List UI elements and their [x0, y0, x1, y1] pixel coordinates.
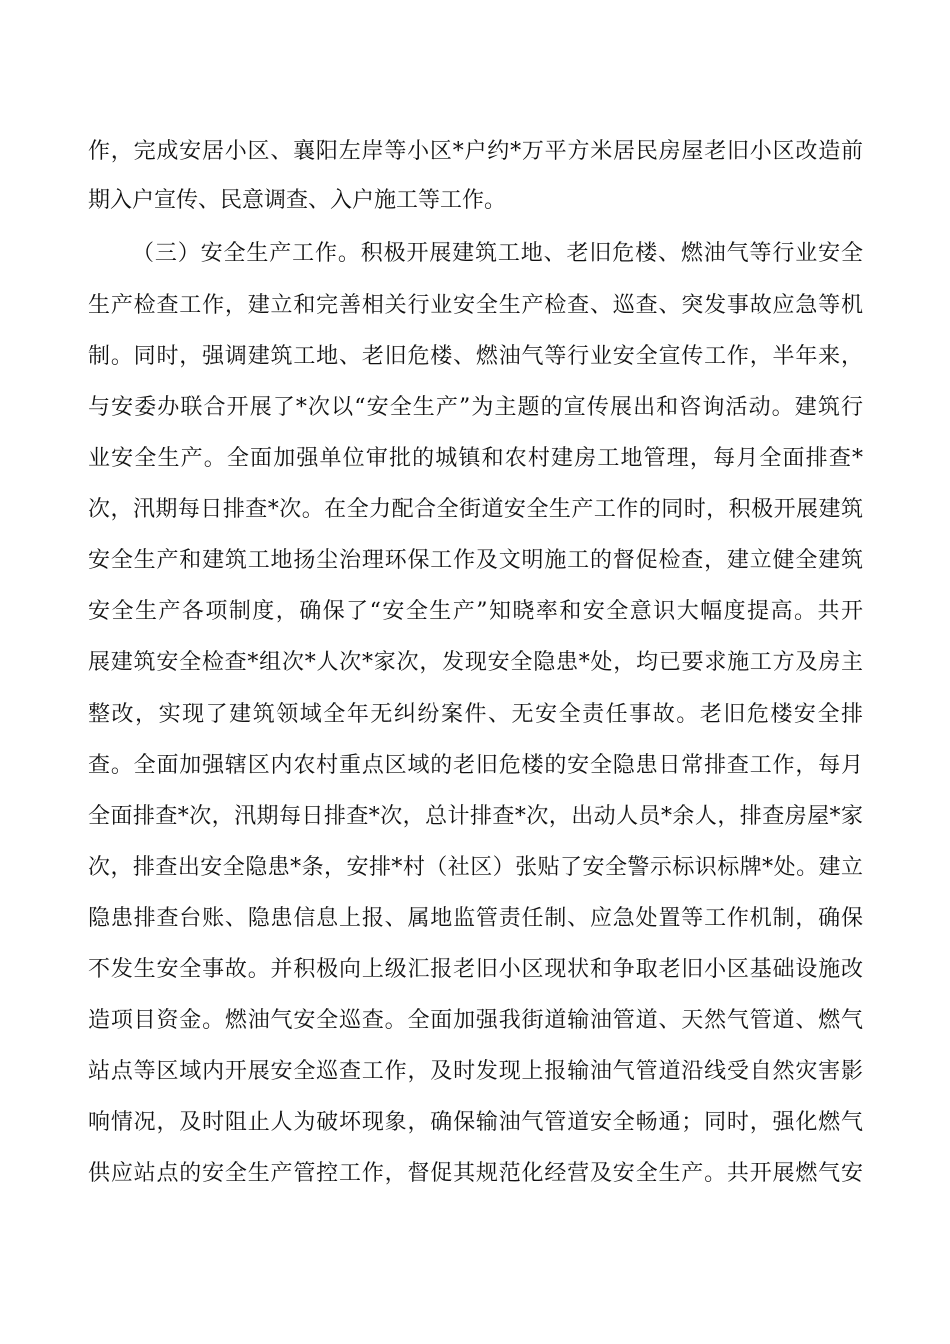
paragraph-2-line-7: 安全生产和建筑工地扬尘治理环保工作及文明施工的督促检查，建立健全建筑: [88, 548, 863, 573]
paragraph-2-line-4: 与安委办联合开展了*次以“安全生产”为主题的宣传展出和咨询活动。建筑行: [88, 395, 863, 420]
paragraph-2-line-19: 供应站点的安全生产管控工作，督促其规范化经营及安全生产。共开展燃气安: [88, 1161, 863, 1186]
paragraph-2-line-14: 隐患排查台账、隐患信息上报、属地监管责任制、应急处置等工作机制，确保: [88, 906, 863, 931]
paragraph-2-line-18: 响情况，及时阻止人为破坏现象，确保输油气管道安全畅通；同时，强化燃气: [88, 1110, 863, 1135]
paragraph-2-line-11: 查。全面加强辖区内农村重点区域的老旧危楼的安全隐患日常排查工作，每月: [88, 753, 863, 778]
paragraph-1-line-1: 作，完成安居小区、襄阳左岸等小区*户约*万平方米居民房屋老旧小区改造前: [88, 139, 863, 164]
paragraph-2-line-12: 全面排查*次，汛期每日排查*次，总计排查*次，出动人员*余人，排查房屋*家: [88, 804, 863, 829]
paragraph-2-line-8: 安全生产各项制度，确保了“安全生产”知晓率和安全意识大幅度提高。共开: [88, 599, 863, 624]
paragraph-2-line-3: 制。同时，强调建筑工地、老旧危楼、燃油气等行业安全宣传工作，半年来，: [88, 344, 863, 369]
paragraph-2-line-10: 整改，实现了建筑领域全年无纠纷案件、无安全责任事故。老旧危楼安全排: [88, 702, 863, 727]
paragraph-2-line-17: 站点等区域内开展安全巡查工作，及时发现上报输油气管道沿线受自然灾害影: [88, 1059, 863, 1084]
paragraph-1-line-2: 期入户宣传、民意调查、入户施工等工作。: [88, 188, 507, 213]
paragraph-2-line-5: 业安全生产。全面加强单位审批的城镇和农村建房工地管理，每月全面排查*: [88, 446, 863, 471]
paragraph-2-line-16: 造项目资金。燃油气安全巡查。全面加强我街道输油管道、天然气管道、燃气: [88, 1008, 863, 1033]
paragraph-2-line-13: 次，排查出安全隐患*条，安排*村（社区）张贴了安全警示标识标牌*处。建立: [88, 855, 863, 880]
paragraph-2-line-9: 展建筑安全检查*组次*人次*家次，发现安全隐患*处，均已要求施工方及房主: [88, 650, 863, 675]
paragraph-2-line-1: （三）安全生产工作。积极开展建筑工地、老旧危楼、燃油气等行业安全: [132, 241, 863, 266]
paragraph-2-line-15: 不发生安全事故。并积极向上级汇报老旧小区现状和争取老旧小区基础设施改: [88, 957, 863, 982]
paragraph-2-line-2: 生产检查工作，建立和完善相关行业安全生产检查、巡查、突发事故应急等机: [88, 293, 863, 318]
paragraph-2-line-6: 次，汛期每日排查*次。在全力配合全街道安全生产工作的同时，积极开展建筑: [88, 497, 863, 522]
